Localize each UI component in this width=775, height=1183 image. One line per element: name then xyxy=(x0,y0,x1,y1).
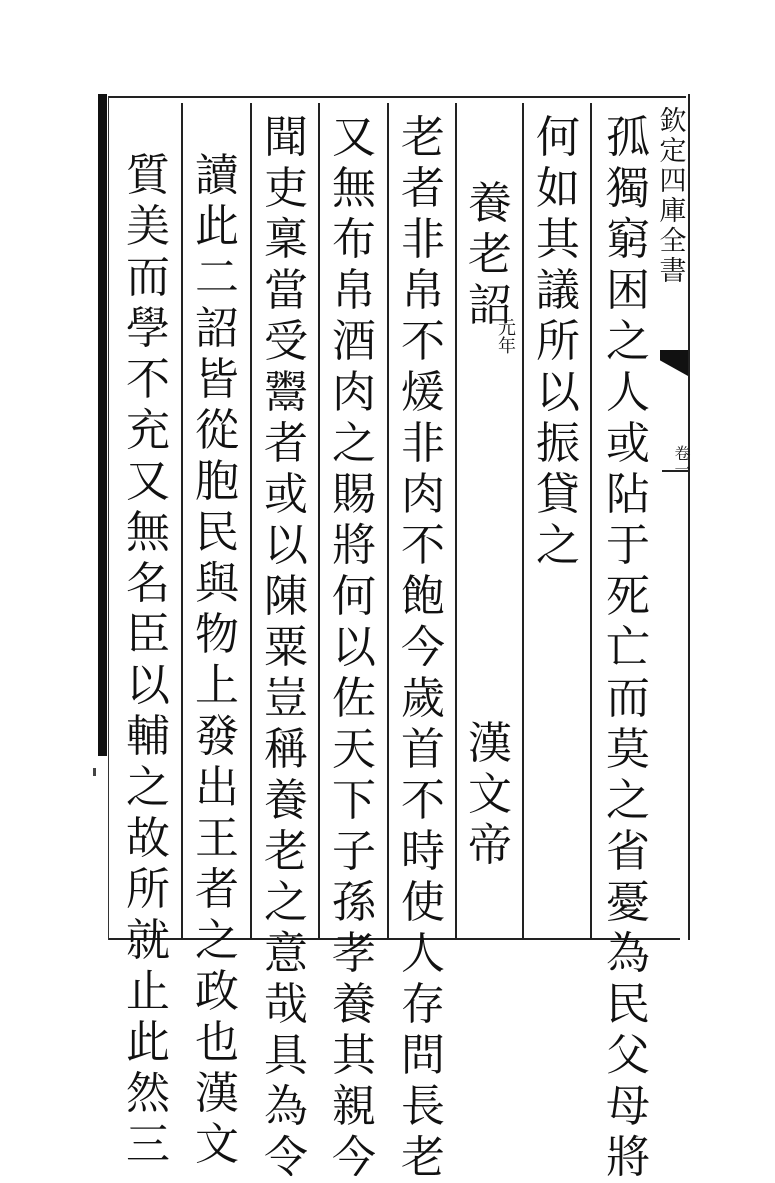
text-glyph: 飽 xyxy=(401,571,445,622)
text-glyph: 將 xyxy=(332,520,376,571)
text-glyph: 此 xyxy=(126,1017,170,1068)
text-glyph: 肉 xyxy=(332,367,376,418)
text-glyph: 王 xyxy=(195,813,239,864)
text-glyph: 死 xyxy=(606,571,650,622)
text-glyph: 帛 xyxy=(401,265,445,316)
text-glyph: 豈 xyxy=(264,673,308,724)
text-glyph: 何 xyxy=(536,112,580,163)
text-glyph: 省 xyxy=(606,826,650,877)
text-glyph: 就 xyxy=(126,915,170,966)
text-glyph: 三 xyxy=(126,1119,170,1170)
text-glyph: 困 xyxy=(606,265,650,316)
text-column xyxy=(258,112,314,1183)
text-glyph: 亡 xyxy=(606,622,650,673)
text-glyph: 者 xyxy=(401,163,445,214)
text-glyph: 煖 xyxy=(401,367,445,418)
text-glyph: 獨 xyxy=(606,163,650,214)
text-glyph: 憂 xyxy=(606,877,650,928)
text-glyph: 不 xyxy=(401,316,445,367)
column-divider xyxy=(590,103,592,938)
text-glyph: 無 xyxy=(332,163,376,214)
text-glyph: 出 xyxy=(195,762,239,813)
text-glyph: 漢 xyxy=(195,1068,239,1119)
text-glyph: 具 xyxy=(264,1030,308,1081)
text-glyph: 又 xyxy=(332,112,376,163)
text-glyph: 母 xyxy=(606,1081,650,1132)
text-glyph: 養 xyxy=(468,178,512,229)
title-glyph: 書 xyxy=(659,256,687,287)
text-glyph: 其 xyxy=(536,214,580,265)
text-glyph: 鬻 xyxy=(264,367,308,418)
text-glyph: 養 xyxy=(332,979,376,1030)
text-glyph: 天 xyxy=(332,724,376,775)
title-glyph: 全 xyxy=(659,226,687,257)
text-glyph: 之 xyxy=(126,762,170,813)
text-glyph: 養 xyxy=(264,775,308,826)
text-glyph: 肉 xyxy=(401,469,445,520)
text-glyph: 人 xyxy=(606,367,650,418)
text-glyph: 民 xyxy=(195,507,239,558)
text-glyph: 阽 xyxy=(606,469,650,520)
text-glyph: 聞 xyxy=(264,112,308,163)
text-glyph: 之 xyxy=(264,877,308,928)
text-glyph: 所 xyxy=(126,864,170,915)
text-glyph: 如 xyxy=(536,163,580,214)
text-column xyxy=(395,112,451,1183)
text-glyph: 從 xyxy=(195,405,239,456)
text-glyph: 意 xyxy=(264,928,308,979)
text-glyph: 文 xyxy=(195,1119,239,1170)
frame-top-line xyxy=(108,96,686,98)
text-glyph: 漢 xyxy=(468,718,512,769)
text-glyph: 于 xyxy=(606,520,650,571)
text-glyph: 皆 xyxy=(195,354,239,405)
text-glyph: 孫 xyxy=(332,877,376,928)
text-glyph: 之 xyxy=(606,316,650,367)
text-glyph: 稱 xyxy=(264,724,308,775)
text-glyph: 窮 xyxy=(606,214,650,265)
text-glyph: 質 xyxy=(126,150,170,201)
text-column xyxy=(530,112,586,571)
text-glyph: 故 xyxy=(126,813,170,864)
text-glyph: 不 xyxy=(401,520,445,571)
text-glyph: 吏 xyxy=(264,163,308,214)
text-glyph: 詔 xyxy=(468,280,512,331)
text-glyph: 止 xyxy=(126,966,170,1017)
text-glyph: 不 xyxy=(401,775,445,826)
text-glyph: 佐 xyxy=(332,673,376,724)
text-glyph: 今 xyxy=(401,622,445,673)
title-glyph: 庫 xyxy=(659,196,687,227)
text-glyph: 臣 xyxy=(126,609,170,660)
text-glyph: 父 xyxy=(606,1030,650,1081)
author-name xyxy=(462,718,518,871)
text-glyph: 民 xyxy=(606,979,650,1030)
text-glyph: 帛 xyxy=(332,265,376,316)
book-title xyxy=(656,108,690,288)
text-glyph: 粟 xyxy=(264,622,308,673)
column-divider xyxy=(250,103,252,938)
text-glyph: 充 xyxy=(126,405,170,456)
text-glyph: 非 xyxy=(401,214,445,265)
text-glyph: 賜 xyxy=(332,469,376,520)
year-note: 元年 xyxy=(495,318,516,354)
text-glyph: 議 xyxy=(536,265,580,316)
text-glyph: 當 xyxy=(264,265,308,316)
text-glyph: 物 xyxy=(195,609,239,660)
text-glyph: 無 xyxy=(126,507,170,558)
column-divider xyxy=(455,103,457,938)
section-title xyxy=(462,178,518,331)
text-glyph: 與 xyxy=(195,558,239,609)
text-glyph: 貸 xyxy=(536,469,580,520)
title-glyph: 欽 xyxy=(659,106,687,137)
text-glyph: 布 xyxy=(332,214,376,265)
text-glyph: 胞 xyxy=(195,456,239,507)
text-glyph: 老 xyxy=(401,1132,445,1183)
text-glyph: 親 xyxy=(332,1081,376,1132)
text-glyph: 學 xyxy=(126,303,170,354)
text-glyph: 孝 xyxy=(332,928,376,979)
text-glyph: 以 xyxy=(126,660,170,711)
text-glyph: 名 xyxy=(126,558,170,609)
text-glyph: 以 xyxy=(264,520,308,571)
text-glyph: 詔 xyxy=(195,303,239,354)
text-glyph: 二 xyxy=(195,252,239,303)
text-glyph: 老 xyxy=(264,826,308,877)
text-glyph: 存 xyxy=(401,979,445,1030)
frame-left-border xyxy=(98,94,107,756)
text-glyph: 或 xyxy=(606,418,650,469)
column-divider xyxy=(387,103,389,938)
text-glyph: 令 xyxy=(264,1132,308,1183)
text-glyph: 問 xyxy=(401,1030,445,1081)
volume-label: 卷一 xyxy=(672,445,691,477)
text-glyph: 此 xyxy=(195,201,239,252)
text-glyph: 或 xyxy=(264,469,308,520)
text-glyph: 讀 xyxy=(195,150,239,201)
text-glyph: 為 xyxy=(264,1081,308,1132)
text-glyph: 長 xyxy=(401,1081,445,1132)
text-glyph: 也 xyxy=(195,1017,239,1068)
text-glyph: 然 xyxy=(126,1068,170,1119)
text-glyph: 之 xyxy=(536,520,580,571)
text-glyph: 者 xyxy=(195,864,239,915)
text-glyph: 政 xyxy=(195,966,239,1017)
text-glyph: 時 xyxy=(401,826,445,877)
text-glyph: 所 xyxy=(536,316,580,367)
text-glyph: 者 xyxy=(264,418,308,469)
column-divider xyxy=(318,103,320,938)
text-glyph: 今 xyxy=(332,1132,376,1183)
text-glyph: 首 xyxy=(401,724,445,775)
text-glyph: 以 xyxy=(332,622,376,673)
title-glyph: 定 xyxy=(659,136,687,167)
text-glyph: 美 xyxy=(126,201,170,252)
text-glyph: 輔 xyxy=(126,711,170,762)
text-glyph: 之 xyxy=(195,915,239,966)
text-glyph: 非 xyxy=(401,418,445,469)
text-glyph: 文 xyxy=(468,769,512,820)
column-divider xyxy=(522,103,524,938)
text-glyph: 陳 xyxy=(264,571,308,622)
text-glyph: 為 xyxy=(606,928,650,979)
text-glyph: 歲 xyxy=(401,673,445,724)
text-glyph: 哉 xyxy=(264,979,308,1030)
text-glyph: 不 xyxy=(126,354,170,405)
text-glyph: 莫 xyxy=(606,724,650,775)
text-glyph: 稟 xyxy=(264,214,308,265)
text-glyph: 又 xyxy=(126,456,170,507)
commentary-column xyxy=(120,150,176,1170)
text-glyph: 孤 xyxy=(606,112,650,163)
text-glyph: 振 xyxy=(536,418,580,469)
text-glyph: 以 xyxy=(536,367,580,418)
text-glyph: 發 xyxy=(195,711,239,762)
text-glyph: 而 xyxy=(606,673,650,724)
text-glyph: 之 xyxy=(606,775,650,826)
text-glyph: 而 xyxy=(126,252,170,303)
text-glyph: 上 xyxy=(195,660,239,711)
text-glyph: 人 xyxy=(401,928,445,979)
text-glyph: 老 xyxy=(401,112,445,163)
text-glyph: 之 xyxy=(332,418,376,469)
text-glyph: 酒 xyxy=(332,316,376,367)
text-glyph: 下 xyxy=(332,775,376,826)
text-glyph: 帝 xyxy=(468,820,512,871)
commentary-column xyxy=(189,150,245,1170)
text-glyph: 將 xyxy=(606,1132,650,1183)
title-glyph: 四 xyxy=(659,166,687,197)
text-glyph: 受 xyxy=(264,316,308,367)
text-column xyxy=(600,112,656,1183)
text-glyph: 使 xyxy=(401,877,445,928)
fish-tail-mark xyxy=(660,350,688,376)
ink-speck xyxy=(93,768,96,776)
text-glyph: 何 xyxy=(332,571,376,622)
text-glyph: 子 xyxy=(332,826,376,877)
text-column xyxy=(326,112,382,1183)
text-glyph: 老 xyxy=(468,229,512,280)
text-glyph: 其 xyxy=(332,1030,376,1081)
column-divider xyxy=(181,103,183,938)
frame-left-inner-line xyxy=(108,96,109,940)
